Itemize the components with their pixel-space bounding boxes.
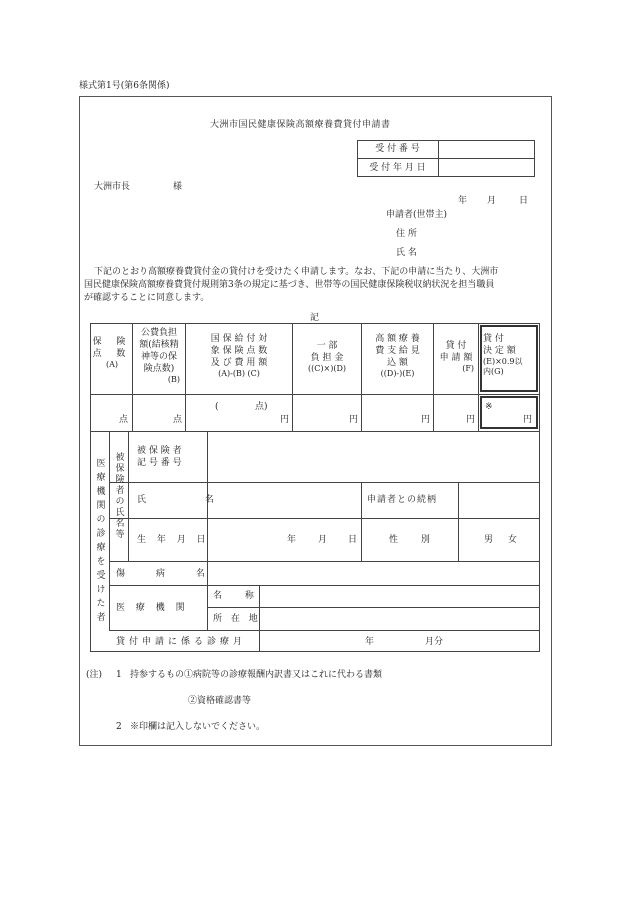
unit-c-paren-points: 点) — [255, 402, 268, 412]
relation-label: 申請者との続柄 — [367, 495, 438, 505]
applicant-label: 申請者(世帯主) — [386, 210, 448, 220]
header-f-line1: 貸 付 — [445, 341, 467, 351]
receipt-number-field[interactable] — [439, 141, 534, 157]
header-g-line2: 決 定 額 — [483, 346, 516, 356]
unit-a-points: 点 — [119, 415, 129, 425]
header-public-b-line3: 神等の保 — [140, 352, 177, 362]
patient-side-label: 医療機関の診療を受けた者 — [94, 457, 105, 626]
header-public-b-line1: 公費負担 — [140, 328, 177, 338]
institution-name-label: 名 称 — [213, 591, 264, 601]
birth-day-unit: 日 — [348, 535, 358, 545]
header-d-line2: 負 担 金 — [310, 353, 344, 363]
header-e-line3: 込 額 — [387, 358, 408, 368]
header-e-line4: ((D)-)(E) — [380, 369, 415, 378]
insured-label: 被保険者の氏名等 — [113, 452, 124, 540]
note-1-text: 持参するもの①病院等の診療報酬内訳書又はこれに代わる書類 — [130, 670, 383, 680]
birth-month-unit: 月 — [318, 535, 328, 545]
body-text-line-3: が確認することに同意します。 — [84, 293, 210, 303]
unit-c-paren-open: ( — [215, 402, 219, 412]
honorific: 様 — [173, 182, 183, 192]
treatment-month-label: 貸付申請に係る診療月 — [116, 637, 247, 647]
birth-year-unit: 年 — [287, 535, 297, 545]
receipt-date-label: 受 付 年 月 日 — [369, 162, 426, 173]
header-g-line4: 内(G) — [483, 367, 504, 376]
note-1-sub: ②資格確認書等 — [188, 696, 252, 706]
name-field[interactable] — [208, 483, 360, 517]
header-public-b-line5: (B) — [167, 375, 180, 384]
mark-g: ※ — [485, 402, 493, 412]
header-points-a-line1: 保 険 — [92, 337, 132, 347]
notes-prefix: (注) — [86, 670, 103, 680]
unit-g-yen: 円 — [523, 415, 533, 425]
header-points-a-line2: 点 数 — [92, 349, 132, 359]
birth-label: 生 年 月 日 — [137, 535, 210, 545]
header-points-a-line3: (A) — [105, 360, 119, 369]
unit-e-yen: 円 — [421, 415, 431, 425]
unit-b-points: 点 — [173, 415, 183, 425]
receipt-date-field[interactable] — [439, 159, 534, 176]
institution-address-label: 所 在 地 — [213, 614, 261, 624]
header-d-line3: ((C)×)(D) — [308, 364, 346, 373]
header-c-line4: (A)-(B) (C) — [218, 369, 260, 378]
institution-address-field[interactable] — [260, 608, 539, 629]
applicant-address-label: 住 所 — [396, 229, 417, 239]
header-public-b-line4: 険点数) — [143, 364, 175, 374]
note-2-number: 2 — [116, 722, 122, 732]
header-f-line3: (F) — [462, 364, 474, 373]
relation-field[interactable] — [459, 483, 539, 517]
insured-number-label-2: 記 号 番 号 — [137, 458, 182, 468]
header-f-line2: 申 請 額 — [439, 353, 473, 363]
ki-label: 記 — [310, 313, 320, 323]
sex-label: 性 別 — [389, 535, 440, 545]
header-g-line3: (E)×0.9以 — [483, 357, 523, 366]
institution-label: 医 療 機 関 — [116, 603, 189, 613]
note-2-text: ※印欄は記入しないでください。 — [130, 722, 266, 732]
date-day-unit: 日 — [519, 196, 529, 206]
header-g-line1: 貸 付 — [483, 334, 504, 344]
institution-name-field[interactable] — [260, 586, 539, 606]
disease-label: 傷 病 名 — [116, 569, 219, 579]
header-public-b-line2: 額(結核精 — [139, 340, 179, 350]
unit-d-yen: 円 — [349, 415, 359, 425]
note-1-number: 1 — [116, 670, 122, 680]
insured-number-field[interactable] — [208, 432, 539, 481]
header-e-line2: 費 支 給 見 — [375, 346, 420, 356]
header-c-line3: 及 び 費 用 額 — [210, 358, 268, 368]
treatment-month-unit: 月分 — [425, 637, 444, 647]
addressee: 大洲市長 — [94, 182, 131, 192]
header-e-line1: 高 額 療 養 — [375, 334, 420, 344]
unit-f-yen: 円 — [466, 415, 476, 425]
form-number-label: 様式第1号(第6条関係) — [79, 81, 170, 91]
applicant-name-label: 氏 名 — [396, 248, 417, 258]
body-text-line-1: 下記のとおり高額療養費貸付金の貸付けを受けたく申請します。なお、下記の申請に当たり、大洲市 — [94, 267, 499, 277]
receipt-number-label: 受 付 番 号 — [375, 144, 420, 154]
form-title: 大洲市国民健康保険高額療養費貸付申請書 — [210, 120, 391, 130]
header-c-line2: 象 保 険 点 数 — [210, 346, 268, 356]
disease-field[interactable] — [208, 562, 539, 584]
header-c-line1: 国 保 給 付 対 — [210, 334, 268, 344]
insured-number-label-1: 被 保 険 者 — [137, 446, 182, 456]
date-month-unit: 月 — [487, 196, 497, 206]
treatment-year-unit: 年 — [365, 637, 375, 647]
unit-c-yen: 円 — [280, 415, 290, 425]
body-text-line-2: 国民健康保険高額療養費貸付規則第3条の規定に基づき、世帯等の国民健康保険税収納状況を担当職員 — [84, 280, 495, 290]
name-label: 氏 名 — [137, 495, 242, 505]
sex-options[interactable]: 男 女 — [484, 535, 523, 545]
header-d-line1: 一 部 — [316, 341, 338, 351]
date-year-unit: 年 — [458, 196, 468, 206]
